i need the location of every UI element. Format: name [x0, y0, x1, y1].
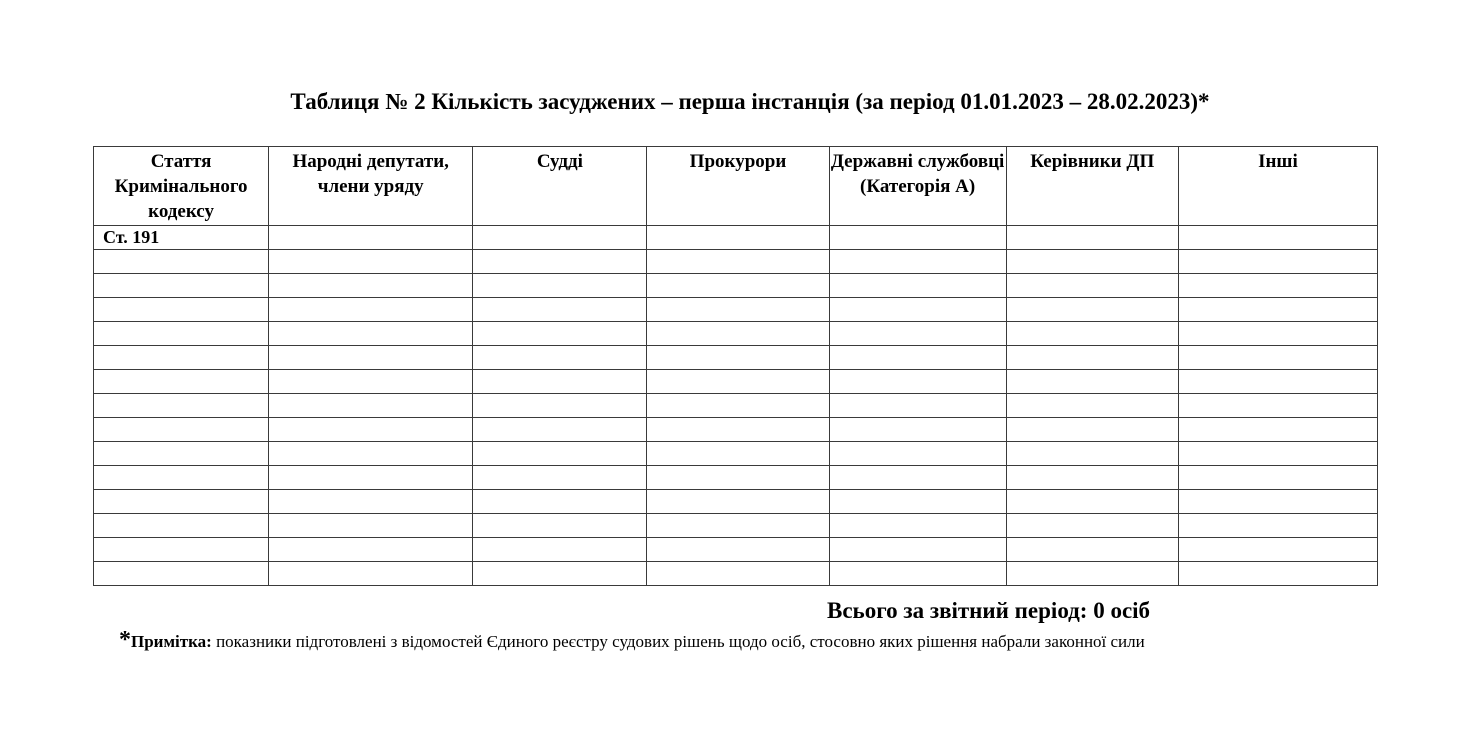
table-cell	[647, 442, 829, 466]
column-header-others: Інші	[1178, 147, 1377, 226]
table-cell	[829, 442, 1006, 466]
table-title: Таблиця № 2 Кількість засуджених – перша інстанція (за період 01.01.2023 – 28.02.2023)*	[290, 89, 1210, 114]
table-cell	[94, 490, 269, 514]
footnote	[119, 627, 1145, 654]
table-row	[94, 250, 1378, 274]
table-cell	[647, 418, 829, 442]
table-cell	[94, 250, 269, 274]
footnote-text: показники підготовлені з відомостей Єдиного реєстру судових рішень щодо осіб, стосовно яких рішення набрали законної сили	[211, 632, 1145, 651]
table-cell	[829, 250, 1006, 274]
table-cell	[1178, 466, 1377, 490]
table-cell	[1178, 490, 1377, 514]
table-cell	[1178, 514, 1377, 538]
table-cell	[1178, 418, 1377, 442]
table-row	[94, 442, 1378, 466]
table-cell	[473, 370, 647, 394]
convicted-persons-table	[93, 146, 1378, 586]
table-cell	[269, 514, 473, 538]
table-cell	[647, 394, 829, 418]
table-cell	[829, 226, 1006, 250]
table-cell	[269, 298, 473, 322]
table-cell	[829, 538, 1006, 562]
table-cell	[94, 538, 269, 562]
table-cell	[647, 226, 829, 250]
table-cell	[829, 322, 1006, 346]
table-cell	[647, 466, 829, 490]
table-cell	[829, 346, 1006, 370]
table-cell	[1006, 370, 1178, 394]
table-cell	[829, 394, 1006, 418]
table-cell	[269, 562, 473, 586]
table-row	[94, 514, 1378, 538]
table-body	[94, 226, 1378, 586]
table-row	[94, 538, 1378, 562]
table-cell	[473, 322, 647, 346]
table-cell	[829, 514, 1006, 538]
table-cell	[1178, 226, 1377, 250]
table-cell	[269, 250, 473, 274]
table-cell	[473, 298, 647, 322]
table-cell	[473, 466, 647, 490]
table-cell	[1006, 418, 1178, 442]
column-header-enterprise-heads: Керівники ДП	[1006, 147, 1178, 226]
table-cell	[269, 466, 473, 490]
table-cell	[269, 442, 473, 466]
table-cell	[1006, 394, 1178, 418]
table-cell	[269, 394, 473, 418]
column-header-civil-servants: Державні службовці (Категорія А)	[829, 147, 1006, 226]
column-header-deputies: Народні депутати, члени уряду	[269, 147, 473, 226]
table-cell	[1006, 298, 1178, 322]
table-cell	[1006, 442, 1178, 466]
table-cell	[1178, 442, 1377, 466]
table-cell	[94, 322, 269, 346]
table-cell	[94, 370, 269, 394]
column-header-prosecutors: Прокурори	[647, 147, 829, 226]
table-cell	[1006, 322, 1178, 346]
table-cell	[1178, 274, 1377, 298]
table-cell	[1178, 394, 1377, 418]
table-cell	[269, 346, 473, 370]
table-cell	[94, 298, 269, 322]
table-cell	[829, 298, 1006, 322]
table-cell	[473, 346, 647, 370]
table-cell	[647, 322, 829, 346]
table-cell	[94, 346, 269, 370]
table-cell	[647, 274, 829, 298]
table-cell	[829, 418, 1006, 442]
table-cell	[647, 250, 829, 274]
table-cell	[829, 466, 1006, 490]
table-cell	[1006, 250, 1178, 274]
table-cell	[1178, 370, 1377, 394]
total-for-period: Всього за звітний період: 0 осіб	[827, 598, 1151, 623]
table-cell	[647, 490, 829, 514]
table-cell	[647, 538, 829, 562]
table-cell	[269, 322, 473, 346]
table-cell: Ст. 191	[94, 226, 269, 250]
table-cell	[1178, 562, 1377, 586]
table-row	[94, 490, 1378, 514]
table-cell	[269, 418, 473, 442]
table-cell	[1006, 466, 1178, 490]
table-row	[94, 418, 1378, 442]
table-cell	[647, 514, 829, 538]
table-cell	[94, 274, 269, 298]
table-cell	[829, 370, 1006, 394]
table-cell	[1178, 346, 1377, 370]
footnote-label: Примітка:	[131, 632, 212, 651]
table-cell	[1006, 538, 1178, 562]
column-header-judges: Судді	[473, 147, 647, 226]
table-cell	[269, 274, 473, 298]
table-cell	[1006, 346, 1178, 370]
table-cell	[269, 490, 473, 514]
table-cell	[647, 346, 829, 370]
table-row	[94, 562, 1378, 586]
table-cell	[473, 442, 647, 466]
table-cell	[94, 562, 269, 586]
table-cell	[647, 562, 829, 586]
table-cell	[473, 418, 647, 442]
table-cell	[1178, 298, 1377, 322]
table-cell	[94, 418, 269, 442]
table-row	[94, 298, 1378, 322]
table-cell	[473, 490, 647, 514]
table-cell	[94, 466, 269, 490]
table-cell	[269, 538, 473, 562]
table-cell	[1178, 250, 1377, 274]
table-cell	[1006, 274, 1178, 298]
table-cell	[829, 490, 1006, 514]
table-row	[94, 394, 1378, 418]
table-row	[94, 346, 1378, 370]
table-cell	[94, 394, 269, 418]
table-cell	[1006, 226, 1178, 250]
table-cell	[473, 514, 647, 538]
table-cell	[473, 226, 647, 250]
table-cell	[1006, 514, 1178, 538]
table-header-row	[94, 147, 1378, 226]
table-row	[94, 322, 1378, 346]
table-row	[94, 274, 1378, 298]
table-cell	[94, 442, 269, 466]
table-cell	[269, 226, 473, 250]
table-cell	[647, 298, 829, 322]
table-cell	[829, 274, 1006, 298]
table-cell	[94, 514, 269, 538]
table-cell	[1178, 538, 1377, 562]
table-cell	[1178, 322, 1377, 346]
table-row	[94, 370, 1378, 394]
table-cell	[269, 370, 473, 394]
table-row	[94, 226, 1378, 250]
footnote-asterisk: *	[119, 627, 131, 653]
table-cell	[647, 370, 829, 394]
table-cell	[473, 250, 647, 274]
table-cell	[829, 562, 1006, 586]
column-header-article: Стаття Кримінального кодексу	[94, 147, 269, 226]
table-cell	[473, 562, 647, 586]
table-row	[94, 466, 1378, 490]
table-cell	[473, 394, 647, 418]
table-cell	[1006, 490, 1178, 514]
table-cell	[473, 538, 647, 562]
table-cell	[473, 274, 647, 298]
table-cell	[1006, 562, 1178, 586]
